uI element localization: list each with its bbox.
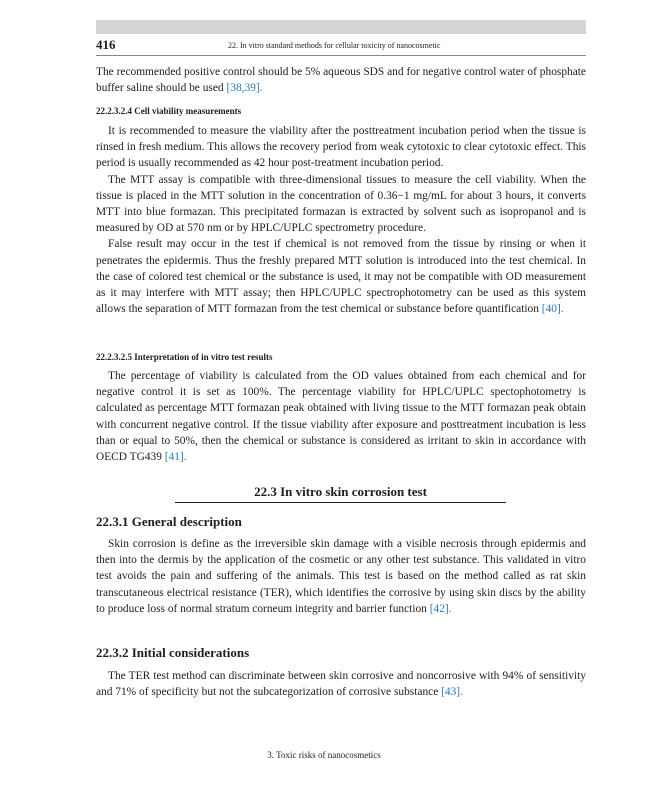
paragraph bbox=[96, 236, 586, 317]
paragraph-text: Skin corrosion is define as the irreversible skin damage with a visible necrosis through epidermis and then into the dermis by the application of the cosmetic or any other test substance. This validated in vitro test avoids the pain and suffering of the animals. This test is based on the method called as rat skin transcutaneous electrical resistance (TER), which identifies the corrosive by using skin discs by the ability to produce loss of normal stratum corneum integrity and barrier function bbox=[96, 538, 586, 615]
paragraph: The MTT assay is compatible with three-dimensional tissues to measure the cell viability. When the tissue is placed in the MTT solution in the concentration of 0.36−1 mg/mL for about 3 hours, it converts MTT into blue formazan. This precipitated formazan is extracted by solvent such as isopropanol and is measured by OD at 570 nm or by HPLC/UPLC spectrometry procedure. bbox=[96, 173, 586, 235]
heading-initial-considerations: 22.3.2 Initial considerations bbox=[96, 645, 250, 660]
paragraph bbox=[96, 536, 586, 617]
heading-cell-viability: 22.2.3.2.4 Cell viability measurements bbox=[96, 106, 242, 116]
heading-general-description: 22.3.1 General description bbox=[96, 514, 242, 529]
section-interpretation bbox=[96, 368, 586, 465]
paragraph-text: The percentage of viability is calculated from the OD values obtained from each chemical and for negative control it is set as 100%. The percentage viability for HPLC/UPLC spectophotometry is calculated as percentage MTT formazan peak obtained with living tissue to the MTT formazan peak obtain with concurrent negative control. If the tissue viability after exposure and posttreatment incubation is less than or equal to 50%, then the chemical or substance is considered as irritant to skin in accordance with OECD TG439 bbox=[96, 370, 586, 464]
paragraph: It is recommended to measure the viability after the posttreatment incubation period when the tissue is rinsed in fresh medium. This allows the recovery period from weak cytotoxic to clear cytotoxic effect. This period is usually recommended as 42 hour post-treatment incubation period. bbox=[96, 125, 586, 170]
paragraph bbox=[96, 368, 586, 465]
intro-text: The recommended positive control should be 5% aqueous SDS and for negative control water of phosphate buffer saline should be used bbox=[96, 66, 586, 95]
section-heading: 22.3 In vitro skin corrosion test bbox=[254, 484, 427, 499]
paragraph-text: False result may occur in the test if chemical is not removed from the tissue by rinsing or when it penetrates the epidermis. Thus the freshly prepared MTT solution is introduced into the test chemical. In the case of colored test chemical or the substance is used, it may not be compatible with OD measurement as it may interfere with MTT assay; then HPLC/UPLC spectrophotometry can be used as this system allows the separation of MTT formazan from the test chemical or substance before quantification bbox=[96, 238, 586, 316]
section-initial-considerations bbox=[96, 668, 586, 700]
header-rule bbox=[96, 55, 586, 56]
citation-link[interactable]: [43]. bbox=[441, 686, 463, 699]
section-general-description bbox=[96, 536, 586, 617]
citation-link[interactable]: [38,39]. bbox=[226, 82, 263, 95]
citation-link[interactable]: [41]. bbox=[164, 451, 187, 464]
running-head: 22. In vitro standard methods for cellular toxicity of nanocosmetic bbox=[228, 41, 441, 50]
citation-link[interactable]: [42]. bbox=[429, 602, 452, 615]
heading-interpretation: 22.2.3.2.5 Interpretation of in vitro test results bbox=[96, 352, 273, 362]
page-number: 416 bbox=[96, 37, 116, 52]
section-cell-viability bbox=[96, 123, 586, 317]
citation-link[interactable]: [40]. bbox=[541, 303, 564, 316]
header-bar bbox=[96, 20, 586, 34]
intro-paragraph bbox=[96, 64, 586, 96]
paragraph-text: The TER test method can discriminate between skin corrosive and noncorrosive with 94% of sensitivity and 71% of specificity but not the subcategorization of corrosive substance bbox=[96, 670, 586, 699]
section-rule bbox=[175, 502, 506, 503]
paragraph bbox=[96, 668, 586, 700]
page-footer: 3. Toxic risks of nanocosmetics bbox=[267, 750, 381, 760]
